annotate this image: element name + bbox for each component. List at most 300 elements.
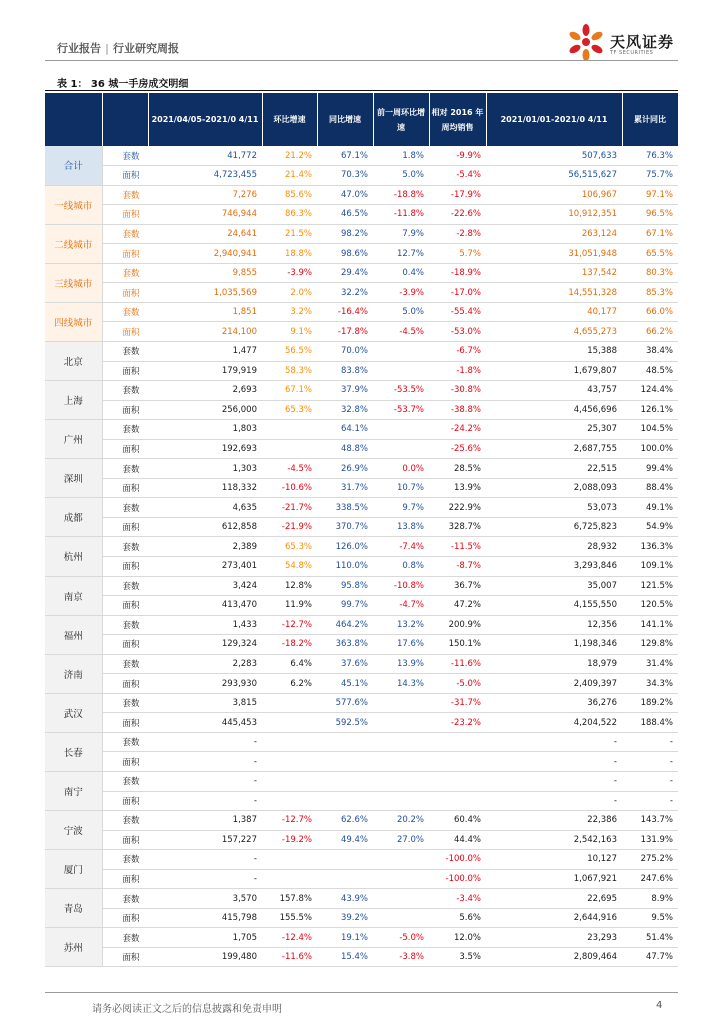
value-cell: 48.8% (317, 439, 373, 459)
value-cell: 126.0% (317, 537, 373, 557)
value-cell: -5.0% (373, 928, 429, 948)
value-cell: -21.9% (262, 517, 317, 537)
value-cell: 99.4% (622, 459, 678, 479)
metric-label: 套数 (102, 732, 148, 752)
value-cell: -3.9% (373, 283, 429, 303)
value-cell (373, 791, 429, 811)
value-cell: - (148, 752, 262, 772)
value-cell: -11.6% (429, 654, 486, 674)
value-cell: 4,204,522 (486, 713, 622, 733)
value-cell: 97.1% (622, 185, 678, 205)
value-cell: 370.7% (317, 517, 373, 537)
metric-label: 面积 (102, 674, 148, 694)
table-title-divider (45, 90, 678, 91)
value-cell: 47.7% (622, 947, 678, 967)
table-row (45, 596, 678, 616)
value-cell: 104.5% (622, 420, 678, 440)
value-cell: -1.8% (429, 361, 486, 381)
value-cell: 22,386 (486, 811, 622, 831)
value-cell: 6,725,823 (486, 517, 622, 537)
table-row (45, 224, 678, 244)
row-group-label: 二线城市 (45, 224, 102, 263)
value-cell: - (622, 732, 678, 752)
value-cell: -3.8% (373, 947, 429, 967)
value-cell: 5.7% (429, 244, 486, 264)
value-cell: 46.5% (317, 205, 373, 225)
value-cell: 14,551,328 (486, 283, 622, 303)
value-cell: 12.0% (429, 928, 486, 948)
value-cell: 13.9% (429, 478, 486, 498)
value-cell (262, 850, 317, 870)
value-cell: - (486, 772, 622, 792)
value-cell (373, 908, 429, 928)
table-row (45, 205, 678, 225)
value-cell: 64.1% (317, 420, 373, 440)
value-cell (262, 693, 317, 713)
table-row (45, 361, 678, 381)
value-cell: - (148, 732, 262, 752)
row-group-label: 厦门 (45, 850, 102, 889)
table-row (45, 947, 678, 967)
value-cell: 199,480 (148, 947, 262, 967)
value-cell: 106,967 (486, 185, 622, 205)
metric-label: 套数 (102, 146, 148, 166)
row-group-label: 北京 (45, 341, 102, 380)
value-cell: -10.8% (373, 576, 429, 596)
value-cell: 2,687,755 (486, 439, 622, 459)
value-cell: 47.2% (429, 596, 486, 616)
value-cell: 70.3% (317, 166, 373, 186)
value-cell: -7.4% (373, 537, 429, 557)
value-cell: 2,809,464 (486, 947, 622, 967)
table-row (45, 576, 678, 596)
row-group-label: 武汉 (45, 693, 102, 732)
value-cell: 67.1% (262, 381, 317, 401)
value-cell (373, 439, 429, 459)
value-cell: 150.1% (429, 635, 486, 655)
value-cell: 363.8% (317, 635, 373, 655)
footer-disclaimer: 请务必阅读正文之后的信息披露和免责申明 (92, 1004, 282, 1015)
table-row (45, 850, 678, 870)
metric-label: 套数 (102, 498, 148, 518)
value-cell: 293,930 (148, 674, 262, 694)
value-cell: 157,227 (148, 830, 262, 850)
value-cell: 1,067,921 (486, 869, 622, 889)
value-cell: 4,456,696 (486, 400, 622, 420)
value-cell: 110.0% (317, 556, 373, 576)
row-group-label: 长春 (45, 732, 102, 771)
metric-label: 面积 (102, 752, 148, 772)
value-cell: -25.6% (429, 439, 486, 459)
value-cell (262, 713, 317, 733)
value-cell: 15.4% (317, 947, 373, 967)
value-cell: -53.0% (429, 322, 486, 342)
value-cell (373, 869, 429, 889)
value-cell: 1,387 (148, 811, 262, 831)
metric-label: 套数 (102, 576, 148, 596)
value-cell: 21.5% (262, 224, 317, 244)
value-cell: 179,919 (148, 361, 262, 381)
table-row (45, 146, 678, 166)
value-cell: 1,705 (148, 928, 262, 948)
value-cell: 413,470 (148, 596, 262, 616)
value-cell: 85.6% (262, 185, 317, 205)
value-cell: 22,695 (486, 889, 622, 909)
value-cell: 5.0% (373, 302, 429, 322)
value-cell: 10,912,351 (486, 205, 622, 225)
value-cell: 137,542 (486, 263, 622, 283)
metric-label: 面积 (102, 361, 148, 381)
metric-label: 套数 (102, 263, 148, 283)
value-cell: 746,944 (148, 205, 262, 225)
metric-label: 套数 (102, 420, 148, 440)
value-cell: 35,007 (486, 576, 622, 596)
value-cell: 49.1% (622, 498, 678, 518)
value-cell: 56,515,627 (486, 166, 622, 186)
value-cell (317, 791, 373, 811)
metric-label: 套数 (102, 615, 148, 635)
value-cell: 83.8% (317, 361, 373, 381)
value-cell: 27.0% (373, 830, 429, 850)
value-cell: 247.6% (622, 869, 678, 889)
value-cell: 31,051,948 (486, 244, 622, 264)
value-cell: 121.5% (622, 576, 678, 596)
value-cell: 98.6% (317, 244, 373, 264)
report-subcategory: 行业研究周报 (113, 42, 180, 55)
value-cell (262, 439, 317, 459)
table-row (45, 928, 678, 948)
value-cell: 44.4% (429, 830, 486, 850)
metric-label: 套数 (102, 889, 148, 909)
value-cell (373, 752, 429, 772)
value-cell: 99.7% (317, 596, 373, 616)
header-cell: 前一周环比增速 (373, 93, 429, 146)
metric-label: 套数 (102, 341, 148, 361)
header-metric (102, 93, 148, 146)
value-cell: -100.0% (429, 869, 486, 889)
value-cell: - (148, 850, 262, 870)
value-cell: -8.7% (429, 556, 486, 576)
metric-label: 套数 (102, 224, 148, 244)
value-cell: - (622, 791, 678, 811)
logo-company-name: 天风证券 (610, 33, 675, 51)
value-cell (262, 420, 317, 440)
table-row (45, 674, 678, 694)
value-cell: 32.8% (317, 400, 373, 420)
value-cell: 34.3% (622, 674, 678, 694)
value-cell: 17.6% (373, 635, 429, 655)
value-cell (317, 752, 373, 772)
metric-label: 面积 (102, 205, 148, 225)
value-cell: 5.0% (373, 166, 429, 186)
value-cell: 10,127 (486, 850, 622, 870)
value-cell: 120.5% (622, 596, 678, 616)
metric-label: 套数 (102, 693, 148, 713)
value-cell: 8.9% (622, 889, 678, 909)
value-cell: 37.9% (317, 381, 373, 401)
value-cell: 2,389 (148, 537, 262, 557)
value-cell (373, 889, 429, 909)
value-cell: 6.2% (262, 674, 317, 694)
value-cell (262, 772, 317, 792)
header-cell: 环比增速 (262, 93, 317, 146)
metric-label: 面积 (102, 791, 148, 811)
value-cell: 12,356 (486, 615, 622, 635)
value-cell: 31.7% (317, 478, 373, 498)
value-cell: - (486, 791, 622, 811)
header-separator: | (105, 42, 110, 55)
table-row (45, 713, 678, 733)
metric-label: 套数 (102, 459, 148, 479)
value-cell: 67.1% (317, 146, 373, 166)
value-cell: 577.6% (317, 693, 373, 713)
value-cell: 415,798 (148, 908, 262, 928)
row-group-label: 南宁 (45, 772, 102, 811)
row-group-label: 合计 (45, 146, 102, 185)
value-cell (317, 772, 373, 792)
header-cell: 相对 2016 年周均销售 (429, 93, 486, 146)
value-cell: 45.1% (317, 674, 373, 694)
table-row (45, 615, 678, 635)
value-cell: 37.6% (317, 654, 373, 674)
value-cell: 126.1% (622, 400, 678, 420)
metric-label: 面积 (102, 439, 148, 459)
table-row (45, 244, 678, 264)
value-cell: 85.3% (622, 283, 678, 303)
value-cell: -9.9% (429, 146, 486, 166)
table-body (45, 146, 678, 967)
value-cell: 65.5% (622, 244, 678, 264)
value-cell: - (622, 772, 678, 792)
value-cell: -4.7% (373, 596, 429, 616)
value-cell: 338.5% (317, 498, 373, 518)
value-cell: 14.3% (373, 674, 429, 694)
value-cell: 2,283 (148, 654, 262, 674)
table-row (45, 185, 678, 205)
value-cell: 54.8% (262, 556, 317, 576)
value-cell: 21.2% (262, 146, 317, 166)
table-row (45, 791, 678, 811)
value-cell: -100.0% (429, 850, 486, 870)
value-cell: 11.9% (262, 596, 317, 616)
value-cell: 507,633 (486, 146, 622, 166)
value-cell: 48.5% (622, 361, 678, 381)
value-cell: -53.5% (373, 381, 429, 401)
company-logo (566, 22, 676, 62)
value-cell: -12.4% (262, 928, 317, 948)
value-cell: 136.3% (622, 537, 678, 557)
table-row (45, 263, 678, 283)
value-cell: -12.7% (262, 811, 317, 831)
value-cell: -31.7% (429, 693, 486, 713)
value-cell (373, 713, 429, 733)
value-cell: 32.2% (317, 283, 373, 303)
value-cell: 129,324 (148, 635, 262, 655)
value-cell: 1,433 (148, 615, 262, 635)
metric-label: 面积 (102, 517, 148, 537)
value-cell: 54.9% (622, 517, 678, 537)
value-cell: 20.2% (373, 811, 429, 831)
row-group-label: 深圳 (45, 459, 102, 498)
value-cell: 29.4% (317, 263, 373, 283)
page-number: 4 (656, 1000, 663, 1011)
header-cell: 2021/01/01-2021/0 4/11 (486, 93, 622, 146)
value-cell: 3,293,846 (486, 556, 622, 576)
table-row (45, 478, 678, 498)
value-cell: 86.3% (262, 205, 317, 225)
value-cell: 9.1% (262, 322, 317, 342)
value-cell: 0.8% (373, 556, 429, 576)
value-cell: 118,332 (148, 478, 262, 498)
table-row (45, 908, 678, 928)
value-cell: 445,453 (148, 713, 262, 733)
value-cell: -11.6% (262, 947, 317, 967)
footer-divider (45, 992, 678, 993)
header-cell: 累计同比 (622, 93, 678, 146)
value-cell: -11.5% (429, 537, 486, 557)
value-cell: 1,035,569 (148, 283, 262, 303)
value-cell: 15,388 (486, 341, 622, 361)
value-cell: 53,073 (486, 498, 622, 518)
value-cell (262, 869, 317, 889)
value-cell: 80.3% (622, 263, 678, 283)
logo-mark-icon (566, 22, 606, 62)
metric-label: 面积 (102, 635, 148, 655)
value-cell (373, 693, 429, 713)
row-group-label: 宁波 (45, 811, 102, 850)
value-cell: 214,100 (148, 322, 262, 342)
value-cell: -23.2% (429, 713, 486, 733)
value-cell: 19.1% (317, 928, 373, 948)
value-cell: 3.5% (429, 947, 486, 967)
table-title: 表 1： 36 城一手房成交明细 (57, 79, 189, 90)
value-cell: 47.0% (317, 185, 373, 205)
value-cell (373, 732, 429, 752)
value-cell: 76.3% (622, 146, 678, 166)
table-row (45, 302, 678, 322)
row-group-label: 成都 (45, 498, 102, 537)
value-cell: -5.0% (429, 674, 486, 694)
value-cell: 275.2% (622, 850, 678, 870)
value-cell: 263,124 (486, 224, 622, 244)
header-cell: 同比增速 (317, 93, 373, 146)
value-cell: 1,803 (148, 420, 262, 440)
value-cell: 98.2% (317, 224, 373, 244)
table-row (45, 166, 678, 186)
table-header-row (45, 93, 678, 146)
value-cell: -21.7% (262, 498, 317, 518)
value-cell: 49.4% (317, 830, 373, 850)
row-group-label: 三线城市 (45, 263, 102, 302)
value-cell: -4.5% (373, 322, 429, 342)
value-cell: 3,815 (148, 693, 262, 713)
metric-label: 套数 (102, 772, 148, 792)
value-cell: 96.5% (622, 205, 678, 225)
report-category: 行业报告 (57, 42, 101, 55)
value-cell: - (148, 869, 262, 889)
value-cell: 39.2% (317, 908, 373, 928)
value-cell: - (486, 732, 622, 752)
value-cell: 1.8% (373, 146, 429, 166)
table-row (45, 283, 678, 303)
value-cell: 23,293 (486, 928, 622, 948)
row-group-label: 上海 (45, 381, 102, 420)
table-row (45, 869, 678, 889)
value-cell: 88.4% (622, 478, 678, 498)
row-group-label: 南京 (45, 576, 102, 615)
value-cell: -17.0% (429, 283, 486, 303)
value-cell: -53.7% (373, 400, 429, 420)
value-cell: 56.5% (262, 341, 317, 361)
value-cell (262, 752, 317, 772)
value-cell: 2.0% (262, 283, 317, 303)
value-cell: 66.2% (622, 322, 678, 342)
metric-label: 面积 (102, 166, 148, 186)
value-cell: 2,644,916 (486, 908, 622, 928)
value-cell: 6.4% (262, 654, 317, 674)
value-cell: 273,401 (148, 556, 262, 576)
value-cell: 592.5% (317, 713, 373, 733)
value-cell: 24,641 (148, 224, 262, 244)
value-cell: 109.1% (622, 556, 678, 576)
metric-label: 面积 (102, 869, 148, 889)
value-cell: -18.8% (373, 185, 429, 205)
value-cell: 28.5% (429, 459, 486, 479)
value-cell: 256,000 (148, 400, 262, 420)
value-cell: - (148, 791, 262, 811)
value-cell: 2,409,397 (486, 674, 622, 694)
header-cell: 2021/04/05-2021/0 4/11 (148, 93, 262, 146)
value-cell (429, 791, 486, 811)
value-cell: -6.7% (429, 341, 486, 361)
value-cell: 66.0% (622, 302, 678, 322)
value-cell (317, 732, 373, 752)
value-cell: -3.9% (262, 263, 317, 283)
value-cell: 67.1% (622, 224, 678, 244)
value-cell: 328.7% (429, 517, 486, 537)
metric-label: 套数 (102, 302, 148, 322)
table-row (45, 381, 678, 401)
value-cell: - (486, 752, 622, 772)
table-row (45, 400, 678, 420)
metric-label: 面积 (102, 244, 148, 264)
table-row (45, 517, 678, 537)
value-cell: - (148, 772, 262, 792)
metric-label: 套数 (102, 654, 148, 674)
value-cell: 4,155,550 (486, 596, 622, 616)
value-cell: 36,276 (486, 693, 622, 713)
value-cell: 3,570 (148, 889, 262, 909)
value-cell: 3,424 (148, 576, 262, 596)
value-cell: 7.9% (373, 224, 429, 244)
value-cell: 2,693 (148, 381, 262, 401)
row-group-label: 一线城市 (45, 185, 102, 224)
value-cell: 2,088,093 (486, 478, 622, 498)
value-cell: 31.4% (622, 654, 678, 674)
value-cell: 43.9% (317, 889, 373, 909)
metric-label: 面积 (102, 478, 148, 498)
value-cell: - (622, 752, 678, 772)
value-cell: 26.9% (317, 459, 373, 479)
row-group-label: 青岛 (45, 889, 102, 928)
metric-label: 套数 (102, 811, 148, 831)
metric-label: 套数 (102, 850, 148, 870)
value-cell: 7,276 (148, 185, 262, 205)
table-row (45, 556, 678, 576)
value-cell: 41,772 (148, 146, 262, 166)
value-cell: -55.4% (429, 302, 486, 322)
header-city (45, 93, 102, 146)
